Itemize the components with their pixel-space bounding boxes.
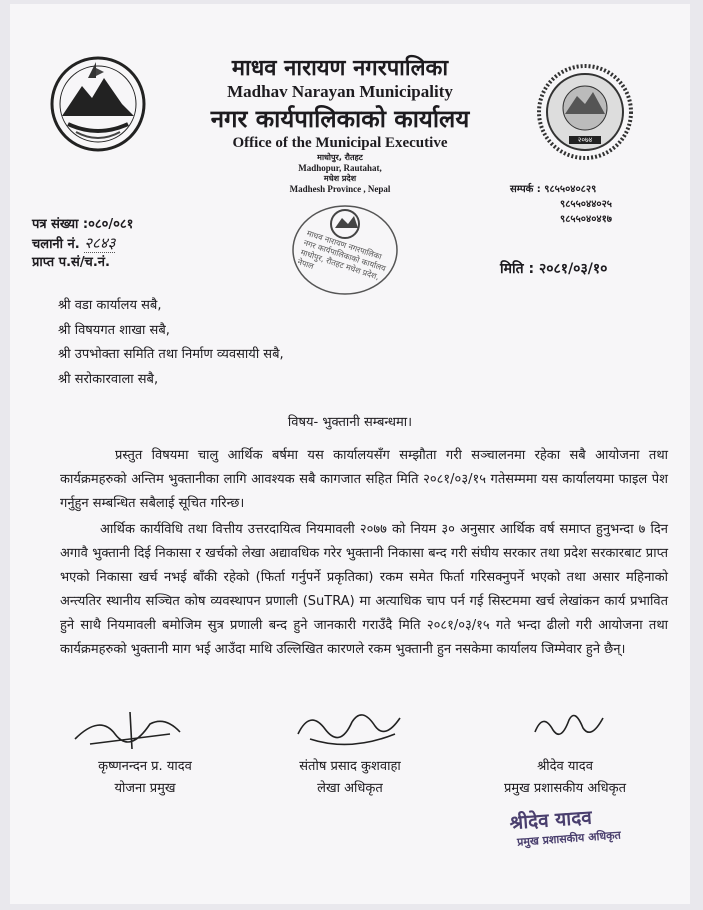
contact-phone-2: ९८५५०४४०२५	[560, 199, 612, 210]
recipient-item: श्री विषयगत शाखा सबै,	[58, 322, 170, 338]
recipient-item: श्री वडा कार्यालय सबै,	[58, 298, 162, 313]
signature-2	[290, 704, 410, 754]
logo-year: २०७४	[577, 136, 593, 144]
stamp-title: प्रमुख प्रशासकीय अधिकृत	[516, 828, 622, 849]
address-en-2: Madhesh Province , Nepal	[289, 184, 391, 194]
signature-1	[70, 704, 190, 754]
address-en-1: Madhopur, Rautahat,	[298, 163, 382, 173]
contact-phone-1: सम्पर्क : ९८५५०४०८२९	[510, 184, 597, 195]
letter-page	[10, 4, 690, 904]
letter-number: पत्र संख्या :०८०/०८१	[32, 217, 134, 232]
office-seal	[290, 202, 400, 298]
paragraph-2: आर्थिक कार्यविधि तथा वित्तीय उत्तरदायित्व नियमावली २०७७ को नियम ३० अनुसार आर्थिक वर्ष समाप्त हुनुभन्दा ७ दिन अगावै भुक्तानी दिई निकासा र खर्चको लेखा अद्यावधिक गरेर भुक्तानी निकासा बन्द गरी संघीय सरकार तथा प्रदेश सरकारबाट प्राप्त भएको निकासा खर्च नभई बाँकी रहेको (फिर्ता गर्नुपर्ने प्रकृतिका) रकम समेत फिर्ता गरिसक्नुपर्ने भएको तथा असार महिनाको अन्त्यतिर स्थानीय सञ्चित कोष व्यवस्थापन प्रणाली (SuTRA) मा अत्याधिक चाप पर्न गई सिस्टममा खर्च लेखांकन कार्य प्रभावित हुने साथै नियमावली बमोजिम सुत्र प्रणाली बन्द हुने जानकारी गराउँदै मिति २०८१/०३/१५ गते भन्दा ढीलो गरी आयोजना तथा कार्यक्रमहरुको भुक्तानी माग भई आउँदा माथि उल्लिखित कारणले रकम भुक्तानी हुन नसकेमा कार्यालय जिम्मेवार हुने छैन्।	[60, 522, 668, 657]
signatory-name: संतोष प्रसाद कुशवाहा	[299, 759, 401, 774]
municipality-logo-right	[535, 62, 635, 162]
recipients-list	[58, 294, 284, 392]
signatory-3	[470, 756, 660, 800]
contact-phone-3: ९८५५०४०४१७	[560, 214, 612, 225]
office-name-np: नगर कार्यपालिकाको कार्यालय	[210, 105, 470, 133]
seal-text: माधव नारायण नगरपालिका नगर कार्यपालिकाको कार्यालय माधोपुर, रौतहट मधेश प्रदेश, नेपाल	[296, 228, 387, 282]
municipality-name-en: Madhav Narayan Municipality	[227, 82, 453, 101]
recipient-item: श्री उपभोक्ता समिति तथा निर्माण व्यवसायी सबै,	[58, 347, 284, 362]
recipient-item: श्री सरोकारवाला सबै,	[58, 371, 159, 387]
contact-block	[510, 182, 680, 227]
stamp-name: श्रीदेव यादव	[508, 806, 593, 835]
letter-date: मिति : २०८१/०३/१०	[500, 261, 608, 277]
municipality-logo-left	[48, 54, 148, 154]
name-stamp	[509, 799, 661, 850]
signatory-title: योजना प्रमुख	[114, 781, 176, 796]
office-name-en: Office of the Municipal Executive	[232, 135, 448, 151]
dispatch-number: चलानी नं. २८४३	[32, 234, 116, 252]
received-number: प्राप्त प.सं/च.नं.	[32, 255, 110, 270]
signatory-name: श्रीदेव यादव	[537, 759, 593, 774]
letterhead	[150, 52, 530, 194]
signatory-title: प्रमुख प्रशासकीय अधिकृत	[503, 781, 627, 796]
signatory-1	[60, 756, 230, 800]
reference-block	[32, 216, 133, 272]
signatory-2	[265, 756, 435, 800]
subject-line: विषय- भुक्तानी सम्बन्धमा।	[287, 415, 413, 430]
paragraph-1: प्रस्तुत विषयमा चालु आर्थिक बर्षमा यस कार्यालयसँग सम्झौता गरी सञ्चालनमा रहेका सबै आयोजना तथा कार्यक्रमहरुको अन्तिम भुक्तानीका लागि आवश्यक सबै कागजात सहित मिति २०८१/०३/१५ गतेसम्ममा यस कार्यालयमा फाइल पेश गर्नुहुन सम्बन्धित सबैलाई सूचित गरिन्छ।	[60, 448, 668, 511]
address-np-2: मधेश प्रदेश	[323, 174, 357, 183]
dispatch-number-handwritten: २८४३	[84, 234, 116, 252]
signatory-name: कृष्णनन्दन प्र. यादव	[98, 759, 192, 774]
signatory-title: लेखा अधिकृत	[317, 781, 383, 796]
address-np-1: माधोपुर, रौतहट	[317, 153, 363, 162]
municipality-name-np: माधव नारायण नगरपालिका	[231, 56, 449, 81]
signature-3	[525, 702, 615, 747]
